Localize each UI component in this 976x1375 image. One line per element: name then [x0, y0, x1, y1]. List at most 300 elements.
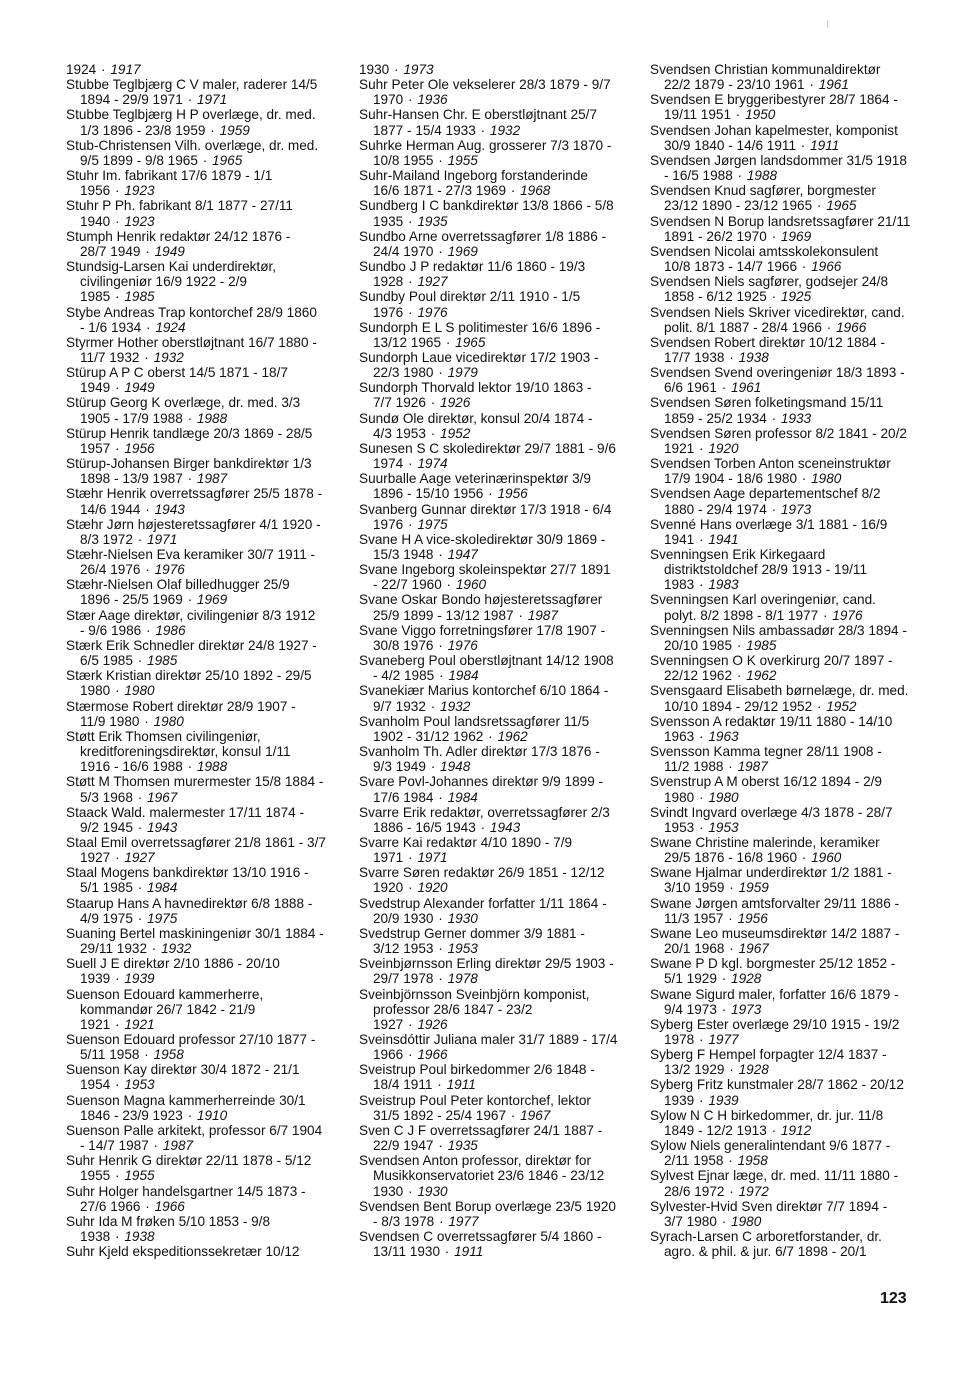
register-entry: Styrmer Hother oberstløjtnant 16/7 1880 - 11/7 1932 · 1932: [66, 334, 317, 365]
entry-text: Swane Sigurd maler, forfatter 16/6 1879 - 9/4 1973: [650, 986, 899, 1017]
entry-text: Stubbe Teglbjærg C V maler, raderer 14/5 1894 - 29/9 1971: [66, 77, 318, 108]
entry-text: Stuhr P Ph. fabrikant 8/1 1877 - 27/11 1940: [66, 198, 293, 229]
entry-year: 1980: [153, 713, 184, 729]
entry-year: 1986: [155, 622, 186, 638]
entry-year: 1971: [147, 531, 178, 547]
register-entry: Svensson A redaktør 19/11 1880 - 14/10 1963 · 1963: [650, 713, 893, 744]
entry-year: 1912: [780, 1122, 812, 1138]
register-entry: Sylvester-Hvid Sven direktør 7/7 1894 - 3/7 1980 · 1980: [650, 1198, 888, 1229]
entry-text: Stub-Christensen Vilh. overlæge, dr. med. 9/5 1899 - 9/8 1965: [66, 137, 319, 168]
entry-year: 1949: [124, 380, 155, 396]
register-entry: Staarup Hans A havnedirektør 6/8 1888 - 4/9 1975 · 1975: [66, 895, 313, 926]
register-entry: Svane Ingeborg skoleinspektør 27/7 1891 - 22/7 1960 · 1960: [359, 562, 611, 593]
register-entry: Sveinbjørnsson Erling direktør 29/5 1903 - 29/7 1978 · 1978: [359, 956, 614, 987]
entry-text: Svare Povl-Johannes direktør 9/9 1899 - 17/6 1984: [359, 774, 604, 805]
register-entry: Staal Mogens bankdirektør 13/10 1916 - 5/1 1985 · 1984: [66, 865, 309, 896]
entry-year: 1932: [153, 349, 184, 365]
register-entry: Suhr Henrik G direktør 22/11 1878 - 5/12 1955 · 1955: [66, 1153, 312, 1184]
register-entry: Svensson Kamma tegner 28/11 1908 - 11/2 1988 · 1987: [650, 744, 882, 775]
entry-year: 1987: [737, 759, 768, 775]
entry-year: 1988: [746, 168, 778, 184]
entry-text: Svaneberg Poul oberstløjtnant 14/12 1908 - 4/2 1985: [359, 653, 614, 684]
entry-text: Svarre Erik redaktør, overretssagfører 2/3 1886 - 16/5 1943: [359, 804, 610, 835]
entry-year: 1958: [737, 1153, 768, 1169]
entry-text: Sundby Poul direktør 2/11 1910 - 1/5 1976: [359, 289, 581, 320]
entry-year: 1961: [731, 380, 762, 396]
register-entry: Svendsen Søren folketingsmand 15/11 1859 - 25/2 1934 · 1933: [650, 395, 884, 426]
entry-text: Suhrke Herman Aug. grosserer 7/3 1870 - 10/8 1955: [359, 137, 612, 168]
entry-year: 1966: [811, 259, 842, 275]
column-right: [650, 62, 950, 1259]
entry-year: 1973: [403, 62, 434, 77]
entry-year: 1975: [147, 910, 178, 926]
entry-year: 1935: [447, 1138, 478, 1154]
entry-text: Sundorph Thorvald lektor 19/10 1863 - 7/7 1926: [359, 380, 592, 411]
entry-text: Støtt M Thomsen murermester 15/8 1884 - 5/3 1968: [66, 774, 324, 805]
entry-text: Svendsen Nicolai amtsskolekonsulent 10/8 1873 - 14/7 1966: [650, 243, 879, 275]
entry-year: 1961: [818, 77, 849, 93]
entry-text: Staack Wald. malermester 17/11 1874 - 9/2 1945: [66, 804, 304, 835]
scan-mark: [827, 20, 828, 28]
register-entry: Suhr-Mailand Ingeborg forstanderinde 16/6 1871 - 27/3 1969 · 1968: [359, 168, 588, 199]
entry-year: 1971: [417, 850, 448, 866]
register-entry: Svarre Søren redaktør 26/9 1851 - 12/12 1920 · 1920: [359, 865, 605, 896]
entry-year: 1930: [447, 910, 478, 926]
register-entry: Swane P D kgl. borgmester 25/12 1852 - 5/1 1929 · 1928: [650, 956, 896, 987]
register-entry: Stumph Henrik redaktør 24/12 1876 - 28/7 1949 · 1949: [66, 228, 291, 259]
entry-text: Sveistrup Poul Peter kontorchef, lektor 31/5 1892 - 25/4 1967: [359, 1092, 591, 1123]
register-entry: Svane H A vice-skoledirektør 30/9 1869 - 15/3 1948 · 1947: [359, 531, 606, 562]
entry-year: 1939: [124, 971, 155, 987]
register-entry: Sundbo J P redaktør 11/6 1860 - 19/3 1928 · 1927: [359, 259, 586, 290]
entry-year: 1985: [124, 289, 155, 305]
entry-text: Syberg Ester overlæge 29/10 1915 - 19/2 1978: [650, 1016, 900, 1047]
entry-year: 1927: [124, 850, 155, 866]
register-entry: Svendsen Johan kapelmester, komponist 30/9 1840 - 14/6 1911 · 1911: [650, 122, 898, 153]
register-entry: Svenstrup A M oberst 16/12 1894 - 2/9 1980 · 1980: [650, 774, 882, 805]
entry-text: Svendsen E bryggeribestyrer 28/7 1864 - 19/11 1951: [650, 92, 898, 123]
entry-text: Svendsen Anton professor, direktør for Musikkonservatoriet 23/6 1846 - 23/12 1930: [359, 1153, 605, 1199]
entry-year: 1938: [124, 1229, 155, 1245]
entry-text: Sundorph Laue vicedirektør 17/2 1903 - 22/3 1980: [359, 349, 599, 381]
entry-year: 1985: [746, 637, 777, 653]
entry-year: 1966: [154, 1198, 185, 1214]
register-entry: Sveistrup Poul birkedommer 2/6 1848 - 18/4 1911 · 1911: [359, 1062, 595, 1093]
entry-year: 1953: [124, 1077, 155, 1093]
register-entry: Svendsen Nicolai amtsskolekonsulent 10/8 1873 - 14/7 1966 · 1966: [650, 243, 879, 275]
entry-text: Svanholm Poul landsretssagfører 11/5 1902 - 31/12 1962: [359, 713, 590, 744]
entry-text: Syberg F Hempel forpagter 12/4 1837 - 13/2 1929: [650, 1047, 887, 1078]
entry-text: Suhr Ida M frøken 5/10 1853 - 9/8 1938: [66, 1213, 271, 1245]
entry-year: 1962: [746, 668, 777, 684]
entry-year: 1968: [520, 183, 551, 199]
register-entry: Svedstrup Gerner dommer 3/9 1881 - 3/12 1953 · 1953: [359, 925, 585, 957]
entry-year: 1980: [708, 789, 739, 805]
entry-text: Suhr-Hansen Chr. E oberstløjtnant 25/7 1877 - 15/4 1933: [359, 107, 598, 138]
register-entry: Suenson Kay direktør 30/4 1872 - 21/1 1954 · 1953: [66, 1062, 300, 1093]
entry-text: Sveinsdóttir Juliana maler 31/7 1889 - 17/4 1966: [359, 1032, 618, 1063]
entry-year: 1956: [737, 910, 768, 926]
entry-text: Svarre Søren redaktør 26/9 1851 - 12/12 1920: [359, 865, 605, 896]
entry-year: 1978: [447, 971, 478, 987]
register-entry: Stürup A P C oberst 14/5 1871 - 18/7 1949 · 1949: [66, 365, 288, 396]
entry-text: Stumph Henrik redaktør 24/12 1876 - 28/7 1949: [66, 228, 291, 259]
entry-year: 1977: [708, 1032, 739, 1047]
entry-year: 1973: [731, 1001, 762, 1017]
entry-year: 1920: [708, 440, 739, 456]
entry-year: 1955: [447, 152, 478, 168]
entry-text: Svenningsen Erik Kirkegaard distriktstoldchef 28/9 1913 - 19/11 1983: [650, 547, 868, 593]
register-entry: Stuhr Im. fabrikant 17/6 1879 - 1/1 1956 · 1923: [66, 168, 273, 199]
entry-text: Svensgaard Elisabeth børnelæge, dr. med. 10/10 1894 - 29/12 1952: [650, 683, 909, 714]
entry-text: Svanholm Th. Adler direktør 17/3 1876 - 9/3 1949: [359, 744, 600, 775]
entry-text: Svensson A redaktør 19/11 1880 - 14/10 1963: [650, 713, 893, 744]
register-entry: Sundorph Thorvald lektor 19/10 1863 - 7/7 1926 · 1926: [359, 380, 592, 411]
entry-text: Stürup A P C oberst 14/5 1871 - 18/7 1949: [66, 365, 288, 396]
entry-text: Suurballe Aage veterinærinspektør 3/9 1896 - 15/10 1956: [359, 471, 591, 502]
entry-text: Swane P D kgl. borgmester 25/12 1852 - 5/1 1929: [650, 956, 896, 987]
entry-text: Svendsen Niels sagfører, godsejer 24/8 1858 - 6/12 1925: [650, 274, 889, 305]
register-entry: Svendsen Anton professor, direktør for Musikkonservatoriet 23/6 1846 - 23/12 1930 · 1930: [359, 1153, 605, 1199]
entry-year: 1924: [155, 319, 186, 335]
entry-year: 1984: [147, 880, 178, 896]
register-entry: Svendsen Niels sagfører, godsejer 24/8 1858 - 6/12 1925 · 1925: [650, 274, 889, 305]
register-entry: Svenné Hans overlæge 3/1 1881 - 16/9 1941 · 1941: [650, 516, 888, 547]
register-entry: Sveinsdóttir Juliana maler 31/7 1889 - 17/4 1966 · 1966: [359, 1032, 618, 1063]
register-entry: Svanberg Gunnar direktør 17/3 1918 - 6/4 1976 · 1975: [359, 501, 612, 532]
entry-year: 1911: [446, 1077, 476, 1093]
entry-text: Svane Ingeborg skoleinspektør 27/7 1891 - 22/7 1960: [359, 562, 611, 593]
register-entry: Svindt Ingvard overlæge 4/3 1878 - 28/7 1953 · 1953: [650, 804, 893, 835]
entry-text: Sylvest Ejnar læge, dr. med. 11/11 1880 - 28/6 1972: [650, 1168, 899, 1199]
entry-text: Svendsen Søren folketingsmand 15/11 1859 - 25/2 1934: [650, 395, 884, 426]
register-entry: Sundorph Laue vicedirektør 17/2 1903 - 22/3 1980 · 1979: [359, 349, 599, 381]
entry-text: Sveinbjörnsson Sveinbjörn komponist, professor 28/6 1847 - 23/2 1927: [359, 986, 590, 1032]
register-entry: [66, 1244, 351, 1259]
register-entry: Sylow Niels generalintendant 9/6 1877 - 2/11 1958 · 1958: [650, 1138, 891, 1169]
register-entry: [650, 1229, 950, 1259]
entry-text: Svedstrup Alexander forfatter 1/11 1864 - 20/9 1930: [359, 895, 607, 926]
register-entry: Suhr Ida M frøken 5/10 1853 - 9/8 1938 · 1938: [66, 1213, 271, 1245]
entry-text: Swane Leo museumsdirektør 14/2 1887 - 20/1 1968: [650, 925, 900, 957]
entry-text: Svane H A vice-skoledirektør 30/9 1869 - 15/3 1948: [359, 531, 606, 562]
entry-text: Suell J E direktør 2/10 1886 - 20/10 1939: [66, 956, 280, 987]
entry-text: Stuhr Im. fabrikant 17/6 1879 - 1/1 1956: [66, 168, 273, 199]
entry-year: 1956: [497, 486, 528, 502]
register-entry: Svenningsen Nils ambassadør 28/3 1894 - 20/10 1985 · 1985: [650, 622, 907, 653]
entry-text: Stærmose Robert direktør 28/9 1907 - 11/9 1980: [66, 698, 296, 729]
entry-year: 1936: [417, 92, 448, 108]
register-entry: Stundsig-Larsen Kai underdirektør, civilingeniør 16/9 1922 - 2/9 1985 · 1985: [66, 259, 277, 305]
entry-year: 1960: [455, 577, 487, 593]
register-entry: Svendsen Niels Skriver vicedirektør, cand. polit. 8/1 1887 - 28/4 1966 · 1966: [650, 304, 905, 335]
entry-text: Svendsen Christian kommunaldirektør 22/2 1879 - 23/10 1961: [650, 62, 881, 93]
entry-year: 1926: [417, 1016, 448, 1032]
register-entry: Swane Sigurd maler, forfatter 16/6 1879 - 9/4 1973 · 1973: [650, 986, 899, 1017]
register-entry: Sveinbjörnsson Sveinbjörn komponist, professor 28/6 1847 - 23/2 1927 · 1926: [359, 986, 590, 1032]
register-entry: Suhrke Herman Aug. grosserer 7/3 1870 - 10/8 1955 · 1955: [359, 137, 612, 168]
register-entry: Sundberg I C bankdirektør 13/8 1866 - 5/8 1935 · 1935: [359, 198, 614, 229]
register-entry: Syberg Fritz kunstmaler 28/7 1862 - 20/12 1939 · 1939: [650, 1077, 904, 1108]
register-entry: Stæhr-Nielsen Eva keramiker 30/7 1911 - 26/4 1976 · 1976: [66, 547, 316, 578]
entry-year: 1969: [196, 592, 228, 608]
register-entry: Suhr-Hansen Chr. E oberstløjtnant 25/7 1877 - 15/4 1933 · 1932: [359, 107, 598, 138]
register-entry: Stub-Christensen Vilh. overlæge, dr. med. 9/5 1899 - 9/8 1965 · 1965: [66, 137, 319, 168]
register-entry: Svendsen Torben Anton sceneinstruktør 17/9 1904 - 18/6 1980 · 1980: [650, 456, 891, 487]
register-entry: Svendsen Knud sagfører, borgmester 23/12 1890 - 23/12 1965 · 1965: [650, 183, 876, 214]
entry-text: Suaning Bertel maskiningeniør 30/1 1884 - 29/11 1932: [66, 925, 324, 957]
entry-text: Sundbo J P redaktør 11/6 1860 - 19/3 1928: [359, 259, 586, 290]
entry-year: 1925: [780, 289, 812, 305]
entry-year: 1917: [110, 62, 141, 77]
register-entry: Suenson Edouard professor 27/10 1877 - 5/11 1958 · 1958: [66, 1032, 316, 1063]
register-entry: Stærmose Robert direktør 28/9 1907 - 11/9 1980 · 1980: [66, 698, 296, 729]
entry-year: 1987: [196, 471, 228, 487]
register-entry: Stubbe Teglbjærg H P overlæge, dr. med. 1/3 1896 - 23/8 1959 · 1959: [66, 107, 316, 138]
entry-text: Svenningsen O K overkirurg 20/7 1897 - 22/12 1962: [650, 653, 893, 684]
entry-year: 1932: [489, 122, 521, 138]
register-entry: Svendsen N Borup landsretssagfører 21/11 1891 - 26/2 1970 · 1969: [650, 213, 911, 244]
register-entry: Svanholm Th. Adler direktør 17/3 1876 - 9/3 1949 · 1948: [359, 744, 600, 775]
entry-year: 1976: [832, 607, 863, 623]
entry-text: Svindt Ingvard overlæge 4/3 1878 - 28/7 1953: [650, 804, 893, 835]
entry-year: 1976: [447, 637, 478, 653]
entry-text: Svendsen Søren professor 8/2 1841 - 20/2 1921: [650, 425, 907, 456]
register-entry: Svanekiær Marius kontorchef 6/10 1864 - 9/7 1932 · 1932: [359, 683, 609, 714]
entry-year: 1958: [153, 1047, 184, 1063]
entry-text: Suhr Kjeld ekspeditionssekretær 10/12: [66, 1244, 300, 1260]
column-left: [66, 62, 351, 1259]
entry-year: 1972: [738, 1183, 769, 1199]
register-entry: Sunesen S C skoledirektør 29/7 1881 - 9/6 1974 · 1974: [359, 440, 616, 472]
entry-text: Suhr-Mailand Ingeborg forstanderinde 16/6 1871 - 27/3 1969: [359, 168, 588, 199]
entry-text: Stybe Andreas Trap kontorchef 28/9 1860 - 1/6 1934: [66, 304, 317, 335]
entry-year: 1920: [417, 880, 448, 896]
entry-text: Sven C J F overretssagfører 24/1 1887 - 22/9 1947: [359, 1122, 603, 1154]
register-entry: Sundø Ole direktør, konsul 20/4 1874 - 4/3 1953 · 1952: [359, 410, 593, 441]
register-entry: Suhr Holger handelsgartner 14/5 1873 - 27/6 1966 · 1966: [66, 1183, 306, 1214]
entry-year: 1976: [154, 562, 185, 578]
register-entry: Svenningsen O K overkirurg 20/7 1897 - 22/12 1962 · 1962: [650, 653, 893, 684]
entry-text: Staal Mogens bankdirektør 13/10 1916 - 5/1 1985: [66, 865, 309, 896]
register-entry: Staal Emil overretssagfører 21/8 1861 - 3/7 1927 · 1927: [66, 834, 326, 866]
register-entry: Svaneberg Poul oberstløjtnant 14/12 1908 - 4/2 1985 · 1984: [359, 653, 614, 684]
entry-text: Styrmer Hother oberstløjtnant 16/7 1880 - 11/7 1932: [66, 334, 317, 365]
entry-text: Staarup Hans A havnedirektør 6/8 1888 - 4/9 1975: [66, 895, 313, 926]
entry-year: 1911: [810, 137, 840, 153]
register-entry: Stürup-Johansen Birger bankdirektør 1/3 1898 - 13/9 1987 · 1987: [66, 456, 312, 487]
register-entry: Syberg F Hempel forpagter 12/4 1837 - 13/2 1929 · 1928: [650, 1047, 887, 1078]
entry-text: Stærk Kristian direktør 25/10 1892 - 29/5 1980: [66, 668, 312, 699]
entry-year: 1987: [162, 1138, 194, 1154]
register-entry: Støtt Erik Thomsen civilingeniør, kreditforeningsdirektør, konsul 1/11 1916 - 16/6 1988 · 1988: [66, 728, 291, 775]
entry-text: Sundbo Arne overretssagfører 1/8 1886 - 24/4 1970: [359, 228, 607, 259]
entry-year: 1959: [738, 880, 769, 896]
entry-text: Stubbe Teglbjærg H P overlæge, dr. med. 1/3 1896 - 23/8 1959: [66, 107, 316, 138]
register-entry: Svane Viggo forretningsfører 17/8 1907 - 30/8 1976 · 1976: [359, 622, 606, 653]
entry-year: 1966: [836, 319, 867, 335]
entry-text: Suenson Edouard kammerherre, kommandør 26/7 1842 - 21/9 1921: [66, 986, 264, 1032]
entry-year: 1950: [745, 107, 776, 123]
entry-year: 1965: [826, 198, 857, 214]
entry-year: 1966: [417, 1047, 448, 1063]
entry-year: 1977: [448, 1213, 479, 1229]
entry-year: 1943: [147, 819, 178, 835]
entry-year: 1952: [826, 698, 857, 714]
entry-text: Svane Viggo forretningsfører 17/8 1907 - 30/8 1976: [359, 622, 606, 653]
entry-text: Suhr Holger handelsgartner 14/5 1873 - 27/6 1966: [66, 1183, 306, 1214]
register-entry: Svare Povl-Johannes direktør 9/9 1899 - 17/6 1984 · 1984: [359, 774, 604, 805]
register-entry: Støtt M Thomsen murermester 15/8 1884 - 5/3 1968 · 1967: [66, 774, 324, 805]
entry-year: 1971: [196, 92, 228, 108]
register-entry: Svarre Kai redaktør 4/10 1890 - 7/9 1971 · 1971: [359, 834, 573, 866]
entry-year: 1975: [417, 516, 448, 532]
entry-year: 1923: [124, 183, 155, 199]
entry-text: Suenson Kay direktør 30/4 1872 - 21/1 1954: [66, 1062, 300, 1093]
entry-text: Stæhr Henrik overretssagfører 25/5 1878 - 14/6 1944: [66, 486, 323, 517]
register-entry: Stæhr-Nielsen Olaf billedhugger 25/9 1896 - 25/5 1969 · 1969: [66, 577, 290, 608]
entry-year: 1984: [447, 789, 478, 805]
register-entry: Svarre Erik redaktør, overretssagfører 2/3 1886 - 16/5 1943 · 1943: [359, 804, 610, 835]
register-entry: Stærk Erik Schnedler direktør 24/8 1927 - 6/5 1985 · 1985: [66, 637, 317, 669]
entry-year: 1948: [440, 759, 471, 775]
entry-text: Stærk Erik Schnedler direktør 24/8 1927 - 6/5 1985: [66, 637, 317, 669]
entry-year: 1932: [161, 941, 192, 957]
entry-year: 1930: [417, 1183, 448, 1199]
entry-text: Stürup Georg K overlæge, dr. med. 3/3 1905 - 17/9 1988: [66, 395, 301, 426]
entry-year: 1967: [147, 789, 178, 805]
entry-year: 1967: [738, 941, 769, 957]
entry-text: Svendsen Robert direktør 10/12 1884 - 17/7 1938: [650, 334, 886, 365]
entry-year: 1969: [780, 228, 812, 244]
entry-text: Sveinbjørnsson Erling direktør 29/5 1903 - 29/7 1978: [359, 956, 614, 987]
register-entry: Svendsen Svend overingeniør 18/3 1893 - 6/6 1961 · 1961: [650, 365, 905, 396]
entry-year: 1926: [440, 395, 471, 411]
entry-text: Stæhr Jørn højesteretssagfører 4/1 1920 - 8/3 1972: [66, 516, 321, 547]
entry-text: Stær Aage direktør, civilingeniør 8/3 1912 - 9/6 1986: [66, 607, 316, 638]
entry-text: Svenstrup A M oberst 16/12 1894 - 2/9 1980: [650, 774, 882, 805]
entry-year: 1988: [196, 410, 228, 426]
entry-text: Suenson Magna kammerherreinde 30/1 1846 - 23/9 1923: [66, 1092, 306, 1123]
entry-text: Sylow Niels generalintendant 9/6 1877 - 2/11 1958: [650, 1138, 891, 1169]
entry-year: 1976: [417, 304, 448, 320]
register-entry: Svendsen Robert direktør 10/12 1884 - 17/7 1938 · 1938: [650, 334, 886, 365]
entry-year: 1947: [447, 547, 478, 562]
entry-text: Sylvester-Hvid Sven direktør 7/7 1894 - 3/7 1980: [650, 1198, 888, 1229]
entry-year: 1927: [417, 274, 448, 290]
register-entry: Stybe Andreas Trap kontorchef 28/9 1860 - 1/6 1934 · 1924: [66, 304, 317, 335]
entry-year: 1932: [440, 698, 471, 714]
entry-text: 1924: [66, 62, 97, 77]
entry-text: Sundberg I C bankdirektør 13/8 1866 - 5/8 1935: [359, 198, 614, 229]
register-entry: Stubbe Teglbjærg C V maler, raderer 14/5 1894 - 29/9 1971 · 1971: [66, 77, 318, 108]
register-entry: 1930 · 1973: [359, 62, 434, 77]
register-entry: Svendsen E bryggeribestyrer 28/7 1864 - 19/11 1951 · 1950: [650, 92, 898, 123]
entry-year: 1980: [124, 683, 155, 699]
register-entry: 1924 · 1917: [66, 62, 141, 77]
register-entry: Svedstrup Alexander forfatter 1/11 1864 - 20/9 1930 · 1930: [359, 895, 607, 926]
register-entry: Swane Leo museumsdirektør 14/2 1887 - 20/1 1968 · 1967: [650, 925, 900, 957]
entry-text: Staal Emil overretssagfører 21/8 1861 - 3/7 1927: [66, 834, 326, 866]
register-entry: Sundbo Arne overretssagfører 1/8 1886 - 24/4 1970 · 1969: [359, 228, 607, 259]
register-entry: Suurballe Aage veterinærinspektør 3/9 1896 - 15/10 1956 · 1956: [359, 471, 591, 502]
register-entry: Svendsen Christian kommunaldirektør 22/2 1879 - 23/10 1961 · 1961: [650, 62, 881, 93]
register-entry: Sundby Poul direktør 2/11 1910 - 1/5 1976 · 1976: [359, 289, 581, 320]
register-entry: Stuhr P Ph. fabrikant 8/1 1877 - 27/11 1940 · 1923: [66, 198, 293, 229]
entry-text: Svendsen Aage departementschef 8/2 1880 - 29/4 1974: [650, 486, 881, 517]
entry-year: 1956: [124, 440, 155, 456]
register-entry: Sveistrup Poul Peter kontorchef, lektor 31/5 1892 - 25/4 1967 · 1967: [359, 1092, 591, 1123]
entry-text: Swane Christine malerinde, keramiker 29/5 1876 - 16/8 1960: [650, 834, 880, 866]
entry-year: 1967: [520, 1107, 551, 1123]
register-entry: Swane Christine malerinde, keramiker 29/5 1876 - 16/8 1960 · 1960: [650, 834, 880, 866]
register-entry: Svenningsen Erik Kirkegaard distriktstoldchef 28/9 1913 - 19/11 1983 · 1983: [650, 547, 868, 593]
entry-text: Sunesen S C skoledirektør 29/7 1881 - 9/6 1974: [359, 440, 616, 472]
page-number: 123: [880, 1290, 907, 1307]
register-entry: Suhr Peter Ole vekselerer 28/3 1879 - 9/7 1970 · 1936: [359, 77, 611, 108]
entry-text: 1930: [359, 62, 390, 77]
register-entry: Sylvest Ejnar læge, dr. med. 11/11 1880 - 28/6 1972 · 1972: [650, 1168, 899, 1199]
register-entry: Sven C J F overretssagfører 24/1 1887 - 22/9 1947 · 1935: [359, 1122, 603, 1154]
register-entry: Svanholm Poul landsretssagfører 11/5 1902 - 31/12 1962 · 1962: [359, 713, 590, 744]
register-entry: Staack Wald. malermester 17/11 1874 - 9/2 1945 · 1943: [66, 804, 304, 835]
entry-year: 1974: [417, 456, 448, 472]
entry-text: Svane Oskar Bondo højesteretssagfører 25/9 1899 - 13/12 1987: [359, 592, 603, 623]
entry-text: Svanekiær Marius kontorchef 6/10 1864 - 9/7 1932: [359, 683, 609, 714]
entry-text: Stürup-Johansen Birger bankdirektør 1/3 1898 - 13/9 1987: [66, 456, 312, 487]
entry-text: Svendsen N Borup landsretssagfører 21/11 1891 - 26/2 1970: [650, 213, 911, 244]
entry-text: Syrach-Larsen C arboretforstander, dr. agro. & phil. & jur. 6/7 1898 - 20/1: [650, 1229, 882, 1260]
register-entry: Stæhr Jørn højesteretssagfører 4/1 1920 - 8/3 1972 · 1971: [66, 516, 321, 547]
register-entry: Swane Jørgen amtsforvalter 29/11 1886 - 11/3 1957 · 1956: [650, 895, 900, 926]
register-entry: Stürup Georg K overlæge, dr. med. 3/3 1905 - 17/9 1988 · 1988: [66, 395, 301, 426]
register-entry: Svenningsen Karl overingeniør, cand. polyt. 8/2 1898 - 8/1 1977 · 1976: [650, 592, 876, 623]
entry-text: Syberg Fritz kunstmaler 28/7 1862 - 20/12 1939: [650, 1077, 904, 1108]
entry-text: Stæhr-Nielsen Olaf billedhugger 25/9 1896 - 25/5 1969: [66, 577, 290, 608]
entry-text: Støtt Erik Thomsen civilingeniør, kreditforeningsdirektør, konsul 1/11 1916 - 16/6 1988: [66, 728, 291, 775]
entry-year: 1987: [527, 607, 558, 623]
entry-text: Svenné Hans overlæge 3/1 1881 - 16/9 1941: [650, 516, 888, 547]
column-middle: [359, 62, 644, 1259]
entry-text: Svendsen Bent Borup overlæge 23/5 1920 - 8/3 1978: [359, 1198, 616, 1229]
entry-year: 1939: [708, 1092, 739, 1108]
register-entry: Suell J E direktør 2/10 1886 - 20/10 1939 · 1939: [66, 956, 280, 987]
register-entry: Suenson Edouard kammerherre, kommandør 26/7 1842 - 21/9 1921 · 1921: [66, 986, 264, 1032]
register-entry: Suenson Magna kammerherreinde 30/1 1846 - 23/9 1923 · 1910: [66, 1092, 306, 1123]
entry-year: 1965: [455, 334, 486, 350]
entry-text: Svensson Kamma tegner 28/11 1908 - 11/2 1988: [650, 744, 882, 775]
entry-text: Sundorph E L S politimester 16/6 1896 - 13/12 1965: [359, 319, 601, 350]
register-entry: Stær Aage direktør, civilingeniør 8/3 1912 - 9/6 1986 · 1986: [66, 607, 316, 638]
entry-year: 1943: [154, 501, 185, 517]
entry-year: 1935: [417, 213, 448, 229]
register-entry: Svendsen Søren professor 8/2 1841 - 20/2 1921 · 1920: [650, 425, 907, 456]
entry-text: Svendsen Niels Skriver vicedirektør, cand. polit. 8/1 1887 - 28/4 1966: [650, 304, 905, 335]
entry-year: 1983: [708, 577, 739, 593]
entry-year: 1933: [780, 410, 812, 426]
entry-text: Swane Jørgen amtsforvalter 29/11 1886 - 11/3 1957: [650, 895, 900, 926]
entry-year: 1984: [448, 668, 479, 684]
entry-year: 1980: [731, 1213, 762, 1229]
entry-text: Svedstrup Gerner dommer 3/9 1881 - 3/12 1953: [359, 925, 585, 957]
entry-year: 1959: [219, 122, 250, 138]
entry-text: Svendsen Jørgen landsdommer 31/5 1918 - 16/5 1988: [650, 152, 907, 184]
entry-year: 1910: [196, 1107, 228, 1123]
register-entry: Svane Oskar Bondo højesteretssagfører 25/9 1899 - 13/12 1987 · 1987: [359, 592, 603, 623]
entry-year: 1941: [708, 531, 739, 547]
entry-year: 1949: [154, 243, 185, 259]
entry-year: 1938: [738, 349, 769, 365]
